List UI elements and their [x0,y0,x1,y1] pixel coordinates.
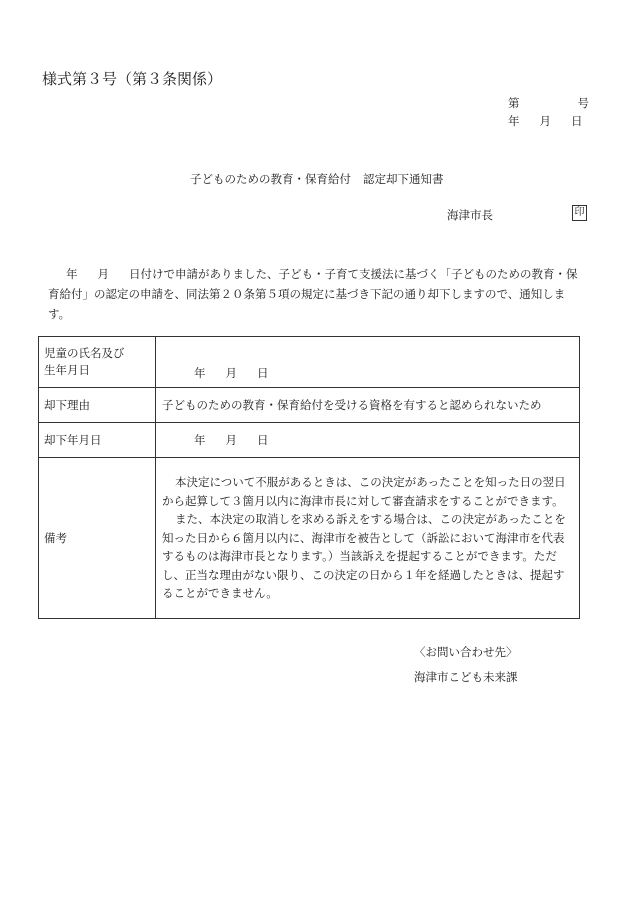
form-number: 様式第３号（第３条関係） [42,70,223,88]
table-row [39,388,580,423]
info-table [38,336,580,619]
body-text: 日付けで申請がありました、子ども・子育て支援法に基づく「子どものための教育・保育給付」の認定の申請を、同法第２０条第５項の規定に基づき下記の通り却下しますので、通知します。 [48,267,578,321]
child-day: 日 [257,366,269,380]
child-label-line2: 生年月日 [44,363,90,377]
issuer-name: 海津市長 [447,208,493,222]
doc-date-month: 月 [539,114,551,128]
child-label-line1: 児童の氏名及び [44,346,125,360]
rejection-month: 月 [225,433,237,447]
body-year: 年 [66,267,78,281]
rejection-year: 年 [194,433,206,447]
table-row [39,458,580,619]
notes-label: 備考 [39,458,156,619]
title-part2: 認定却下通知書 [363,172,444,186]
title-part1: 子どものための教育・保育給付 [190,172,351,186]
table-row [39,423,580,458]
notice-body [48,264,583,324]
notes-paragraph-1: 本決定について不服があるときは、この決定があったことを知った日の翌日から起算して３箇月以内に海津市長に対して審査請求をすることができます。 [162,475,566,508]
child-value-cell [156,337,580,388]
table-row [39,337,580,388]
reason-value: 子どものための教育・保育給付を受ける資格を有すると認められないため [156,388,580,423]
doc-date-day: 日 [571,114,583,128]
rejection-day: 日 [257,433,269,447]
seal-mark: 印 [572,205,587,221]
doc-date-year: 年 [508,114,520,128]
child-label-cell [39,337,156,388]
body-month: 月 [97,267,109,281]
doc-number-prefix: 第 [508,96,520,110]
notes-paragraph-2: また、本決定の取消しを求める訴えをする場合は、この決定があったことを知った日から６箇月以内に、海津市を被告として（訴訟において海津市を代表するものは海津市長となります。）当該訴えを提起することができます。ただし、正当な理由がない限り、この決定の日から１年を経過したときは、提起することができません。 [162,512,566,601]
document-title [190,171,444,187]
child-year: 年 [194,366,206,380]
child-month: 月 [225,366,237,380]
contact-name: 海津市こども未来課 [414,670,518,684]
reason-label: 却下理由 [39,388,156,423]
document-number [508,95,589,111]
contact-label: 〈お問い合わせ先〉 [414,645,518,659]
rejection-date-value [156,423,580,458]
doc-number-suffix: 号 [577,96,589,110]
notes-value [156,458,580,619]
rejection-date-label: 却下年月日 [39,423,156,458]
document-date [508,113,583,129]
